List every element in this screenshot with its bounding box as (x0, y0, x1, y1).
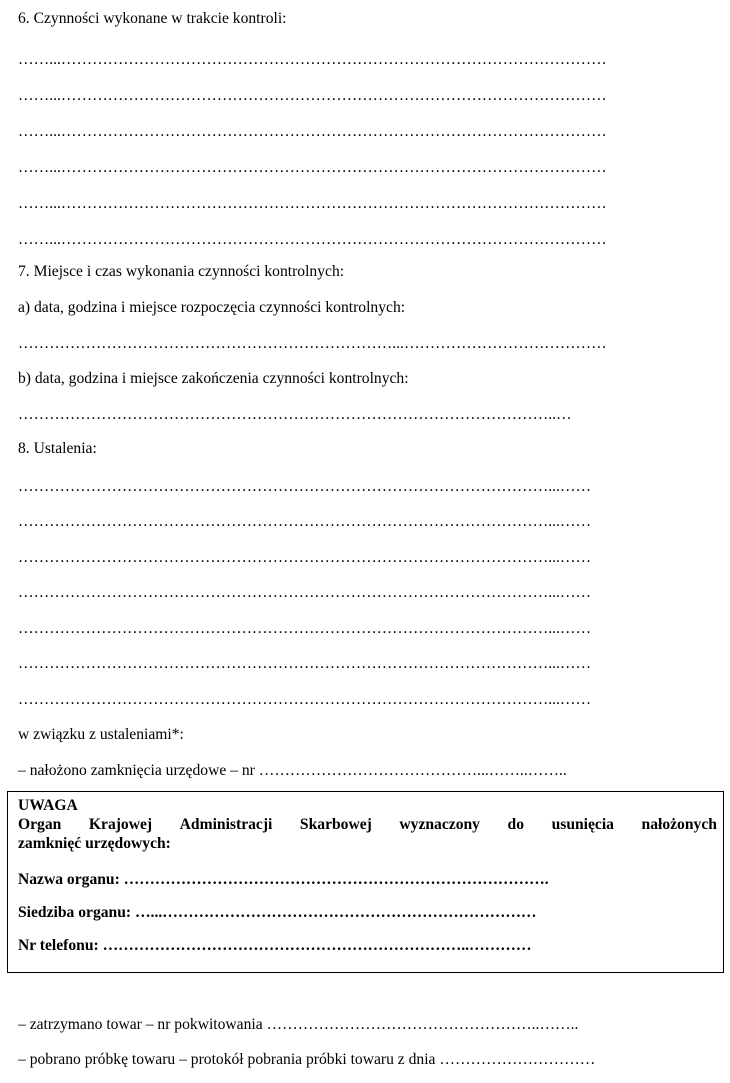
authority-name-line[interactable]: Nazwa organu: ………………………………………………………………………. (18, 871, 549, 888)
notice-word: usunięcia (551, 816, 614, 833)
official-seals-line[interactable]: – nałożono zamknięcia urzędowe – nr ……………………………………...……..…….. (18, 762, 567, 779)
sample-taken-line[interactable]: – pobrano próbkę towaru – protokół pobrania próbki towaru z dnia ………………………… (18, 1051, 596, 1068)
findings-fill-line[interactable]: …………………………………………………………………………………………...…… (18, 691, 592, 708)
notice-line-1 (18, 815, 717, 834)
findings-fill-line[interactable]: …………………………………………………………………………………………...…… (18, 655, 592, 672)
findings-fill-line[interactable]: …………………………………………………………………………………………...…… (18, 549, 592, 566)
section-6-title: 6. Czynności wykonane w trakcie kontroli: (18, 10, 287, 27)
notice-box (7, 791, 724, 973)
dotted-fill-line[interactable]: ……...…………………………………………………………………………………………… (18, 231, 607, 248)
notice-word: nałożonych (641, 816, 717, 833)
section-8-title: 8. Ustalenia: (18, 440, 97, 457)
notice-line-2: zamknięć urzędowych: (18, 835, 171, 852)
dotted-fill-line[interactable]: ……...…………………………………………………………………………………………… (18, 123, 607, 140)
findings-fill-line[interactable]: …………………………………………………………………………………………...…… (18, 620, 592, 637)
section-7-title: 7. Miejsce i czas wykonania czynności kontrolnych: (18, 263, 345, 280)
notice-word: Krajowej (88, 816, 153, 833)
notice-word: Administracji (179, 816, 273, 833)
dotted-fill-line[interactable]: ……...…………………………………………………………………………………………… (18, 195, 607, 212)
notice-word: do (507, 816, 525, 833)
notice-word: Organ (18, 816, 62, 833)
findings-fill-line[interactable]: …………………………………………………………………………………………...…… (18, 513, 592, 530)
findings-fill-line[interactable]: …………………………………………………………………………………………...…… (18, 584, 592, 601)
in-connection-label: w związku z ustaleniami*: (18, 726, 184, 743)
authority-phone-line[interactable]: Nr telefonu: ……………………………………………………………..………… (18, 937, 532, 954)
goods-detained-line[interactable]: – zatrzymano towar – nr pokwitowania ……………………………………………..…….. (18, 1016, 579, 1033)
dotted-fill-line[interactable]: ……...…………………………………………………………………………………………… (18, 87, 607, 104)
dotted-fill-line[interactable]: ……...…………………………………………………………………………………………… (18, 159, 607, 176)
findings-fill-line[interactable]: …………………………………………………………………………………………...…… (18, 478, 592, 495)
end-fill-line[interactable]: …………………………………………………………………………………………..… (18, 406, 572, 423)
dotted-fill-line[interactable]: ……...…………………………………………………………………………………………… (18, 51, 607, 68)
start-fill-line[interactable]: ………………………………………………………………...………………………………… (18, 335, 607, 352)
notice-word: Skarbowej (299, 816, 372, 833)
start-label: a) data, godzina i miejsce rozpoczęcia czynności kontrolnych: (18, 299, 406, 316)
authority-seat-line[interactable]: Siedziba organu: …...……………………………………………………………… (18, 904, 537, 921)
notice-heading: UWAGA (18, 797, 78, 814)
end-label: b) data, godzina i miejsce zakończenia czynności kontrolnych: (18, 370, 409, 387)
notice-word: wyznaczony (399, 816, 480, 833)
